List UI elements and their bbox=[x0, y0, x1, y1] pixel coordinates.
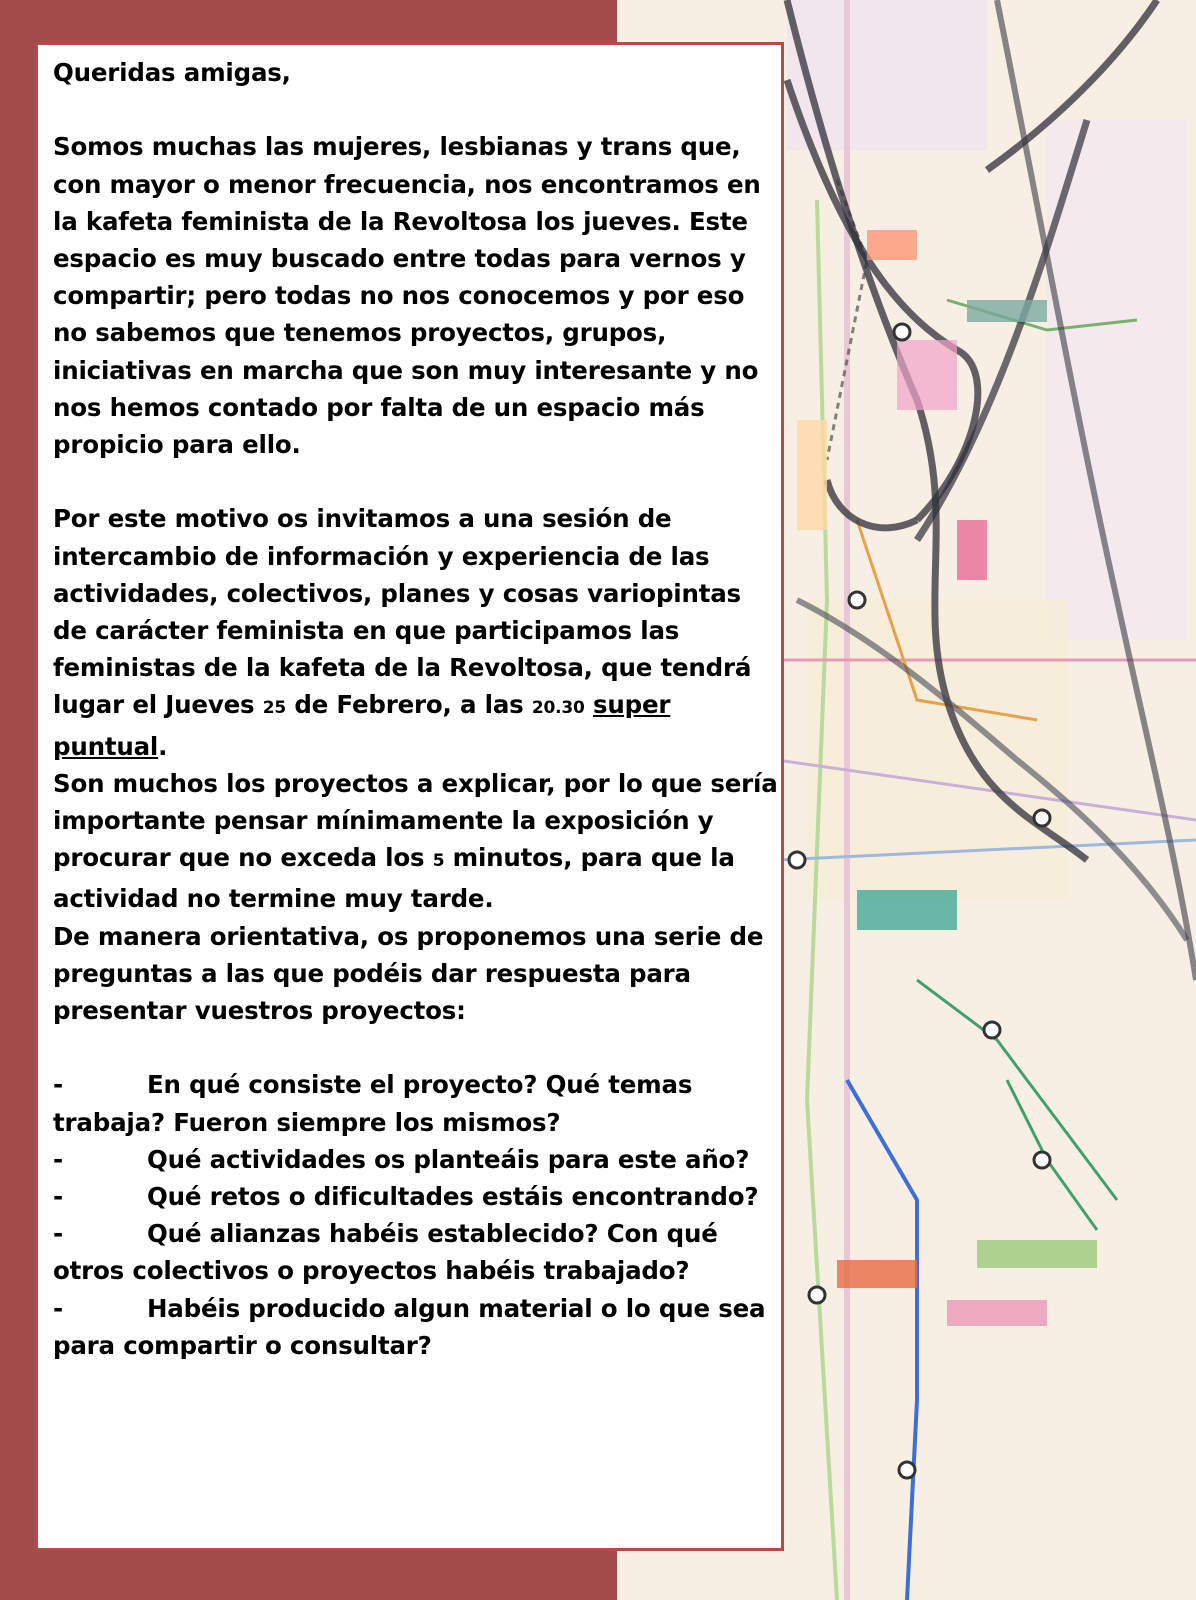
question-text: En qué consiste el proyecto? Qué temas trabaja? Fueron siempre los mismos? bbox=[53, 1070, 693, 1137]
question-item bbox=[53, 1141, 783, 1178]
question-item bbox=[53, 1178, 783, 1215]
time-limit-text-2: minutos, para que la actividad no termine muy tarde. bbox=[53, 843, 735, 914]
bullet-dash: - bbox=[53, 1219, 63, 1249]
paragraph-invitation bbox=[53, 500, 783, 764]
minutes-count: 5 bbox=[432, 851, 445, 872]
salutation: Queridas amigas, bbox=[53, 58, 291, 87]
question-item bbox=[53, 1066, 783, 1140]
blank-line bbox=[53, 1029, 783, 1066]
bullet-dash: - bbox=[53, 1182, 63, 1212]
invitation-text-2: de Febrero, a las bbox=[286, 690, 532, 720]
paragraph-time-limit bbox=[53, 765, 783, 918]
punctuality-emphasis: super puntual bbox=[53, 690, 671, 761]
blank-line bbox=[53, 91, 783, 128]
letter-body bbox=[53, 54, 783, 1364]
bullet-dash: - bbox=[53, 1070, 63, 1100]
question-item bbox=[53, 1290, 783, 1364]
question-text: Qué retos o dificultades estáis encontrando? bbox=[147, 1182, 759, 1212]
question-item bbox=[53, 1215, 783, 1289]
bullet-dash: - bbox=[53, 1144, 63, 1174]
event-time: 20.30 bbox=[531, 698, 585, 719]
question-text: Qué alianzas habéis establecido? Con qué otros colectivos o proyectos habéis trabajado? bbox=[53, 1219, 718, 1286]
paragraph-intro: Somos muchas las mujeres, lesbianas y trans que, con mayor o menor frecuencia, nos encontramos en la kafeta feminista de la Revoltosa los jueves. Este espacio es muy buscado entre todas para vernos y compartir; pero todas no nos conocemos y por eso no sabemos que tenemos proyectos, grupos, iniciativas en marcha que son muy interesante y no nos hemos contado por falta de un espacio más propicio para ello. bbox=[53, 132, 761, 460]
event-day: 25 bbox=[262, 698, 287, 719]
bullet-dash: - bbox=[53, 1293, 63, 1323]
question-text: Habéis producido algun material o lo que sea para compartir o consultar? bbox=[53, 1293, 766, 1360]
period: . bbox=[158, 731, 168, 761]
paragraph-questions-intro: De manera orientativa, os proponemos una serie de preguntas a las que podéis dar respuesta para presentar vuestros proyectos: bbox=[53, 921, 764, 1026]
blank-line bbox=[53, 463, 783, 500]
letter-panel bbox=[35, 42, 784, 1551]
invitation-text: Por este motivo os invitamos a una sesión de intercambio de información y experiencia de las actividades, colectivos, planes y cosas variopintas de carácter feminista en que participamos las feministas de la kafeta de la Revoltosa, que tendrá lugar el Jueves bbox=[53, 504, 752, 720]
question-text: Qué actividades os planteáis para este año? bbox=[147, 1144, 750, 1174]
space bbox=[585, 690, 593, 719]
time-limit-text: Son muchos los proyectos a explicar, por lo que sería importante pensar mínimamente la exposición y procurar que no exceda los bbox=[53, 768, 778, 873]
